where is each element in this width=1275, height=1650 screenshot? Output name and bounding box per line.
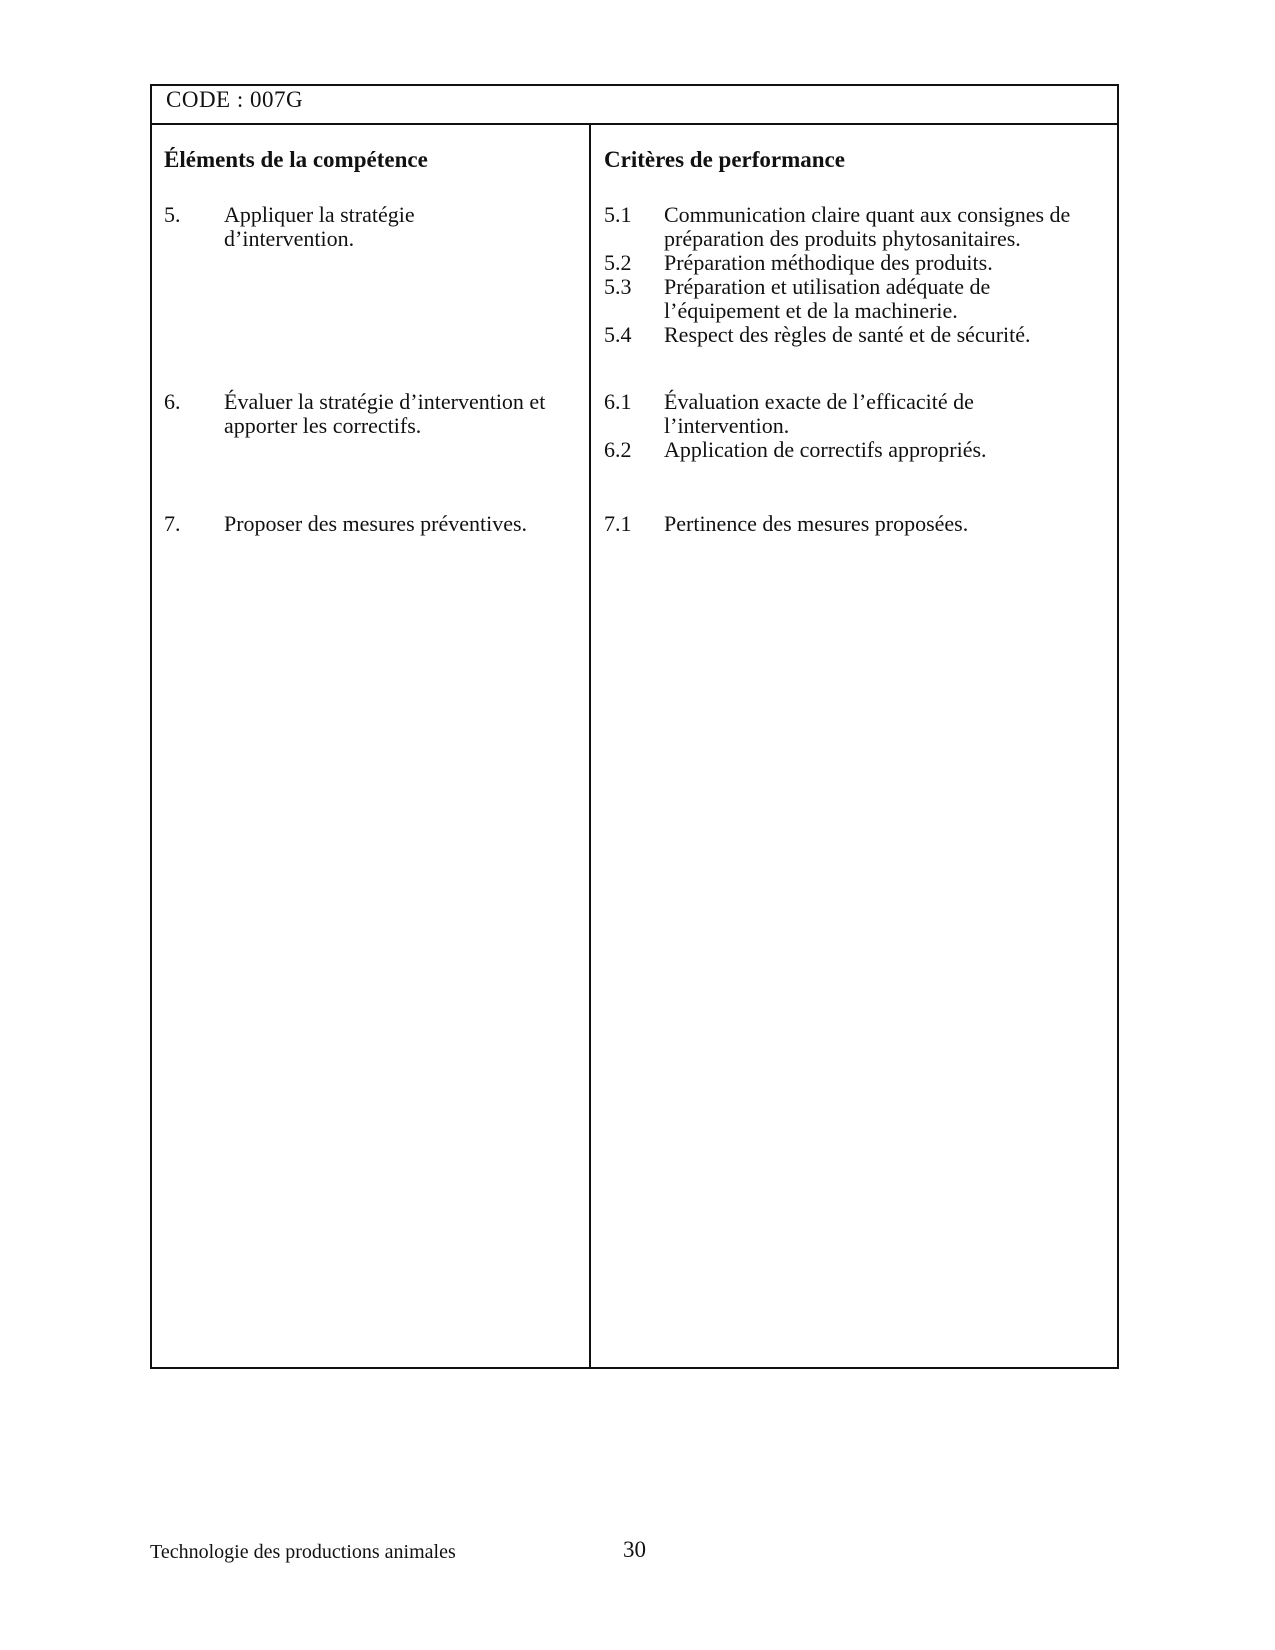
element-text: Proposer des mesures préventives. [224,511,528,536]
code-label: CODE : 007G [166,87,304,112]
element-item [164,512,574,536]
element-number: 6. [164,389,181,414]
criterion-number: 5.4 [604,322,632,347]
criteria-group [604,390,1109,462]
criterion-number: 7.1 [604,511,632,536]
criterion-number: 5.3 [604,274,632,299]
elements-header: Éléments de la compétence [164,147,428,172]
element-item [164,203,574,251]
criteria-group [604,512,1109,536]
element-item [164,390,574,438]
footer-title: Technologie des productions animales [150,1541,456,1563]
criterion-text: Pertinence des mesures proposées. [664,511,969,536]
competency-table [150,84,1119,1369]
criterion-number: 5.2 [604,250,632,275]
criterion-text: Application de correctifs appropriés. [664,437,987,462]
code-row [152,86,1117,125]
criterion-number: 5.1 [604,202,632,227]
criterion-item [604,323,1109,347]
criterion-text: Évaluation exacte de l’efficacité de l’intervention. [664,389,974,438]
element-text: Évaluer la stratégie d’intervention et apporter les correctifs. [224,389,546,438]
criterion-item [604,390,1109,438]
criterion-item [604,203,1109,251]
criterion-number: 6.2 [604,437,632,462]
criterion-text: Préparation méthodique des produits. [664,250,993,275]
element-number: 7. [164,511,181,536]
page-number: 30 [623,1537,646,1562]
column-divider [589,125,591,1367]
criterion-item [604,251,1109,275]
criterion-item [604,275,1109,323]
criteria-group [604,203,1109,347]
element-text: Appliquer la stratégie d’intervention. [224,202,415,251]
criterion-text: Respect des règles de santé et de sécurité. [664,322,1031,347]
criterion-text: Préparation et utilisation adéquate de l’équipement et de la machinerie. [664,274,991,323]
criterion-item [604,512,1109,536]
criteria-header: Critères de performance [604,147,845,172]
element-number: 5. [164,202,181,227]
criterion-text: Communication claire quant aux consignes de préparation des produits phytosanitaires. [664,202,1071,251]
criterion-number: 6.1 [604,389,632,414]
criterion-item [604,438,1109,462]
